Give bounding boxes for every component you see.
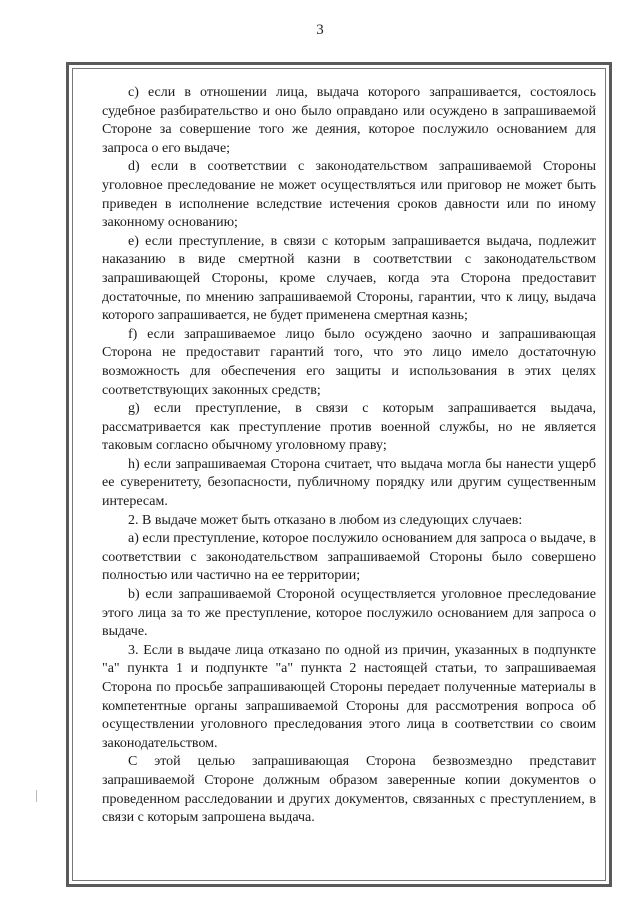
paragraph-g: g) если преступление, в связи с которым запрашивается выдача, рассматривается как преступление против военной службы, но не является таковым согласно обычному уголовному праву; — [102, 401, 596, 454]
paragraph-3: 3. Если в выдаче лица отказано по одной из причин, указанных в подпункте "а" пункта 1 и подпункте "а" пункта 2 настоящей статьи, то запрашиваемая Сторона по просьбе запрашивающей Стороны передает полученные материалы в компетентные органы запрашиваемой Стороны для рассмотрения вопроса об осуществлении уголовного преследования этого лица в соответствии со своим законодательством. — [102, 642, 596, 751]
paragraph-h: h) если запрашиваемая Сторона считает, что выдача могла бы нанести ущерб ее суверенитету, безопасности, публичному порядку или другим существенным интересам. — [102, 456, 596, 510]
paragraph-purpose: С этой целью запрашивающая Сторона безвозмездно представит запрашиваемой Стороне должным образом заверенные копии документов о проведенном расследовании и других документов, связанных с преступлением, в связи с которым запрошена выдача. — [102, 754, 596, 826]
margin-mark — [36, 790, 37, 802]
document-body — [102, 84, 596, 828]
paragraph-2: 2. В выдаче может быть отказано в любом из следующих случаев: — [128, 512, 523, 528]
paragraph-2a: a) если преступление, которое послужило основанием для запроса о выдаче, в соответствии с законодательством запрашиваемой Стороны было совершено полностью или частично на ее территории; — [102, 531, 596, 584]
paragraph-e: e) если преступление, в связи с которым запрашивается выдача, подлежит наказанию в виде смертной казни в соответствии с законодательством запрашивающей Стороны, кроме случаев, когда эта Сторона предоставит достаточные, по мнению запрашиваемой Стороны, гарантии, что к лицу, выдача которого запрашивается, не будет применена смертная казнь; — [102, 233, 596, 324]
paragraph-f: f) если запрашиваемое лицо было осуждено заочно и запрашивающая Сторона не предоставит гарантий того, что это лицо имело достаточную возможность для обеспечения его защиты и использования в этих целях соответствующих законных средств; — [102, 326, 596, 398]
paragraph-c: c) если в отношении лица, выдача которого запрашивается, состоялось судебное разбирательство и оно было оправдано или осуждено в запрашиваемой Стороне за совершение того же деяния, которое послужило основанием для запроса о его выдаче; — [102, 85, 596, 156]
paragraph-d: d) если в соответствии с законодательством запрашиваемой Стороны уголовное преследование не может осуществляться или приговор не может быть приведен в исполнение вследствие истечения сроков давности или по иному законному основанию; — [102, 159, 596, 231]
paragraph-2b: b) если запрашиваемой Стороной осуществляется уголовное преследование этого лица за то же преступление, которое послужило основанием для запроса о выдаче. — [102, 587, 596, 640]
page-number: 3 — [316, 22, 324, 38]
